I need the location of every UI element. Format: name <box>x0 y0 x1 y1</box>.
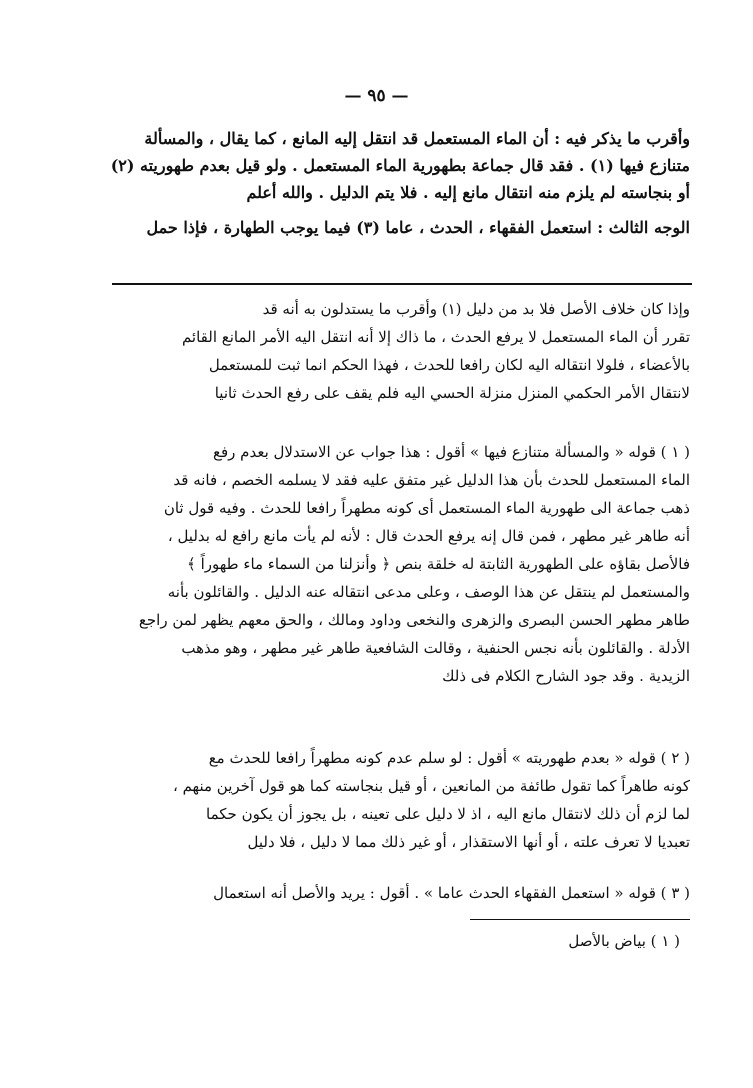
commentary-line: كونه طاهراً كما تقول طائفة من المانعين ، أو قيل بنجاسته كما هو قول آخرين منهم ، <box>172 777 690 795</box>
commentary-continuation <box>110 295 690 407</box>
commentary-line: لما لزم أن ذلك لانتقال مانع اليه ، اذ لا دليل على تعينه ، بل يجوز أن يكون حكما <box>206 805 690 823</box>
commentary-note-3 <box>110 879 690 907</box>
commentary-line: الماء المستعمل للحدث بأن هذا الدليل غير متفق عليه فقد لا يسلمه الخصم ، فانه قد <box>173 471 690 489</box>
page-number: — ٩٥ — <box>344 86 409 106</box>
commentary-line: ( ٣ ) قوله « استعمل الفقهاء الحدث عاما » . أقول : يريد والأصل أنه استعمال <box>213 884 690 902</box>
commentary-line: الأدلة . والقائلون بأنه نجس الحنفية ، وقالت الشافعية طاهر غير مطهر ، وهو مذهب <box>181 639 690 657</box>
commentary-line: ذهب جماعة الى طهورية الماء المستعمل أى كونه مطهراً رافعا للحدث . وفيه قول ثان <box>163 499 690 517</box>
commentary-line: الزيدية . وقد جود الشارح الكلام فى ذلك <box>442 667 690 685</box>
footnote-line: ( ١ ) بياض بالأصل <box>568 932 680 950</box>
commentary-line: فالأصل بقاؤه على الطهورية الثابتة له خلقة بنص ﴿ وأنزلنا من السماء ماء طهوراً ﴾ <box>187 555 690 573</box>
commentary-line: والمستعمل لم ينتقل عن هذا الوصف ، وعلى مدعى انتقاله عنه الدليل . والقائلون بأنه <box>167 583 690 601</box>
commentary-line: طاهر مطهر الحسن البصرى والزهرى والنخعى وداود ومالك ، والحق معهم يظهر لمن راجع <box>138 611 690 629</box>
section-heading: الوجه الثالث : استعمل الفقهاء ، الحدث ، عاما (٣) فيما يوجب الطهارة ، فإذا حمل <box>146 218 690 237</box>
commentary-line: تعبديا لا تعرف علته ، أو أنها الاستقذار ، أو غير ذلك مما لا دليل ، فلا دليل <box>247 833 690 851</box>
commentary-line: بالأعضاء ، فلولا انتقاله اليه لكان رافعا للحدث ، فهذا الحكم انما ثبت للمستعمل <box>208 356 690 374</box>
commentary-line: أنه طاهر غير مطهر ، فمن قال إنه يرفع الحدث قال : لأنه لم يأت مانع رافع له بدليل ، <box>167 527 690 545</box>
main-text-line: متنازع فيها (١) . فقد قال جماعة بطهورية الماء المستعمل . ولو قيل بعدم طهوريته (٢) <box>110 156 690 175</box>
commentary-note-1 <box>110 438 690 690</box>
commentary-line: تقرر أن الماء المستعمل لا يرفع الحدث ، ما ذاك إلا أنه انتقل اليه الأمر المانع القائم <box>181 328 690 346</box>
commentary-line: وإذا كان خلاف الأصل فلا بد من دليل (١) وأقرب ما يستدلون به أنه قد <box>262 300 690 318</box>
main-divider <box>112 283 692 285</box>
commentary-note-2 <box>110 744 690 856</box>
footnote-divider <box>470 919 690 920</box>
commentary-line: ( ٢ ) قوله « بعدم طهوريته » أقول : لو سلم عدم كونه مطهراً رافعا للحدث مع <box>208 749 690 767</box>
footnote <box>360 928 680 954</box>
main-text <box>110 125 690 241</box>
main-text-line: وأقرب ما يذكر فيه : أن الماء المستعمل قد انتقل إليه المانع ، كما يقال ، والمسألة <box>144 129 690 148</box>
main-text-line: أو بنجاسته لم يلزم منه انتقال مانع إليه . فلا يتم الدليل . والله أعلم <box>246 183 690 202</box>
commentary-line: لانتقال الأمر الحكمي المنزل منزلة الحسي اليه فلم يقف على رفع الحدث ثانيا <box>214 384 690 402</box>
commentary-line: ( ١ ) قوله « والمسألة متنازع فيها » أقول : هذا جواب عن الاستدلال بعدم رفع <box>213 443 690 461</box>
